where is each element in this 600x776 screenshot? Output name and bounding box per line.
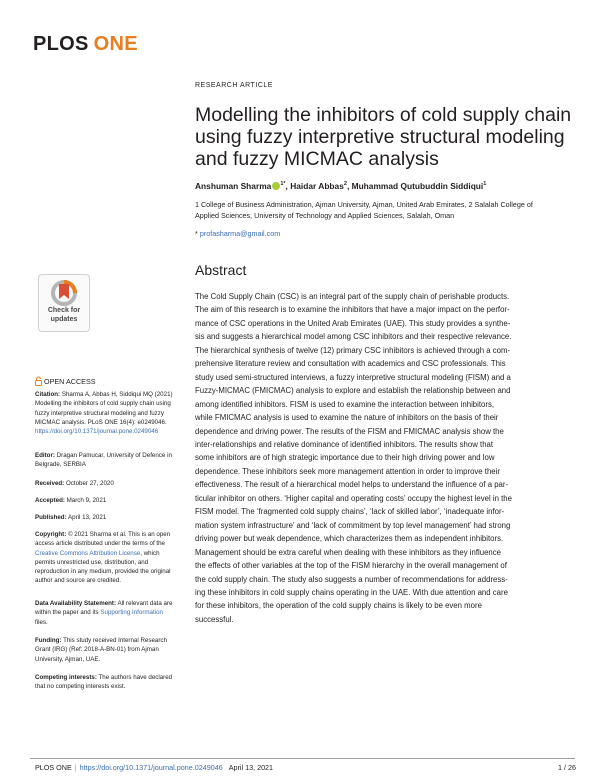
accepted-block bbox=[35, 496, 175, 505]
abstract-line: effectiveness. The result of a hierarchical model helps to understand the influence of a par- bbox=[195, 480, 509, 490]
footer-divider bbox=[30, 758, 575, 759]
abstract-line: mation system infrastructure’ and ‘lack of commitment by top level management’ had strong bbox=[195, 520, 511, 530]
license-link[interactable]: Creative Commons Attribution License bbox=[35, 549, 141, 557]
copyright-line: access article distributed under the terms of the bbox=[35, 540, 166, 548]
abstract-line: while FMICMAC analysis is used to examine the nature of inhibitors on the basis of their bbox=[195, 413, 499, 423]
title-line: using fuzzy interpretive structural modeling bbox=[195, 126, 565, 148]
corresponding-email bbox=[195, 229, 280, 238]
competing-line: that no competing interests exist. bbox=[35, 683, 126, 691]
abstract-line: The hierarchical synthesis of twelve (12) primary CSC inhibitors is achieved through a com- bbox=[195, 345, 511, 355]
open-access-text: OPEN ACCESS bbox=[44, 377, 96, 386]
abstract-line: Fuzzy-MICMAC (FMICMAC) analysis to explore and establish the relationship between and bbox=[195, 386, 511, 396]
editor-label: Editor: bbox=[35, 452, 55, 459]
accepted-label: Accepted: bbox=[35, 497, 65, 504]
citation-line: Modelling the inhibitors of cold supply chain using bbox=[35, 400, 171, 408]
title-line: and fuzzy MICMAC analysis bbox=[195, 148, 439, 170]
author-name[interactable]: Haidar Abbas bbox=[290, 181, 344, 191]
affiliations bbox=[195, 199, 580, 221]
abstract-line: ticular inhibitor on others. ‘Higher capital and operating costs’ occupy the highest level in the bbox=[195, 493, 512, 503]
footer-journal: PLOS ONE bbox=[35, 763, 72, 772]
funding-line: This study received Internal Research bbox=[63, 637, 167, 644]
copyright-line: permits unrestricted use, distribution, and bbox=[35, 558, 149, 566]
copyright-line: author and source are credited. bbox=[35, 577, 121, 585]
accepted-date: March 9, 2021 bbox=[66, 497, 107, 504]
abstract-line: inter-relationships and relative dominance of identified inhibitors. The results show that bbox=[195, 439, 494, 449]
abstract-line: ing these inhibitors in cold supply chains operating in the UAE. With due attention and care bbox=[195, 587, 508, 597]
funding-label: Funding: bbox=[35, 637, 62, 644]
article-title bbox=[195, 104, 580, 170]
badge-line: Check for bbox=[47, 307, 81, 314]
affiliation-line: 1 College of Business Administration, Ajman University, Ajman, United Arab Emirates, 2 Salalah College of bbox=[195, 200, 533, 209]
abstract-line: the cold supply chain. The study also suggests a number of recommendations for address- bbox=[195, 574, 508, 584]
open-access-label bbox=[35, 376, 96, 386]
citation-doi-link[interactable]: https://doi.org/10.1371/journal.pone.0249046 bbox=[35, 428, 159, 436]
citation-line: MICMAC analysis. PLoS ONE 16(4): e0249046. bbox=[35, 418, 167, 426]
competing-line: The authors have declared bbox=[98, 674, 173, 681]
email-marker: * bbox=[195, 229, 198, 238]
citation-block bbox=[35, 390, 175, 436]
abstract-line: successful. bbox=[195, 614, 234, 624]
footer-date: April 13, 2021 bbox=[228, 763, 274, 772]
copyright-line: reproduction in any medium, provided the original bbox=[35, 568, 171, 576]
published-block bbox=[35, 513, 175, 522]
citation-line: fuzzy interpretive structural modeling and fuzzy bbox=[35, 409, 164, 417]
abstract-line: study used semi-structured interviews, a fuzzy interpretive structural modeling (FISM) and a bbox=[195, 372, 511, 382]
abstract-body bbox=[195, 290, 580, 626]
data-availability-line: All relevant data are bbox=[117, 600, 173, 607]
abstract-line: for these inhibitors, the operation of the cold supply chains is likely to be even more bbox=[195, 601, 482, 611]
copyright-label: Copyright: bbox=[35, 531, 67, 538]
data-availability-block bbox=[35, 599, 175, 627]
citation-line: Sharma A, Abbas H, Siddiqui MQ (2021) bbox=[61, 391, 173, 398]
supporting-info-link[interactable]: Supporting Information bbox=[100, 609, 163, 617]
abstract-line: FISM model. The ‘fragmented cold supply chains’, ‘lack of skilled labor’, ‘inadequate infor- bbox=[195, 507, 505, 517]
copyright-block bbox=[35, 530, 175, 586]
abstract-line: sis and suggests a hierarchical model among CSC inhibitors and their respective relevance. bbox=[195, 332, 512, 342]
author-name[interactable]: Anshuman Sharma bbox=[195, 181, 272, 191]
received-block bbox=[35, 479, 175, 488]
author-sup: 1* bbox=[280, 181, 286, 188]
author-list: Anshuman Sharma $^{1*}$, Haidar Abbas$^2$, Muhammad Qutubuddin Siddiqui$^1$ bbox=[195, 181, 487, 191]
footer-doi-link[interactable]: https://doi.org/10.1371/journal.pone.0249046 bbox=[79, 763, 223, 772]
abstract-line: The Cold Supply Chain (CSC) is an integral part of the supply chain of perishable products. bbox=[195, 292, 510, 301]
footer-separator: | bbox=[74, 763, 77, 772]
abstract-heading: Abstract bbox=[195, 262, 247, 278]
funding-block bbox=[35, 636, 175, 664]
page-footer bbox=[35, 763, 273, 772]
editor-line: Dragan Pamucar, University of Defence in bbox=[56, 452, 172, 459]
abstract-line: mance of CSC operations in the United Arab Emirates (UAE). This study provides a synthe- bbox=[195, 318, 511, 328]
logo-plos: PLOS bbox=[33, 33, 89, 55]
data-availability-line: files. bbox=[35, 618, 48, 626]
abstract-line: the effects of other variables at the top of the FISM hierarchy in the overall management of bbox=[195, 561, 507, 571]
abstract-line: Management should be extra careful when dealing with these inhibitors as they influence bbox=[195, 547, 501, 557]
data-availability-label: Data Availability Statement: bbox=[35, 600, 117, 607]
published-date: April 13, 2021 bbox=[68, 514, 107, 521]
citation-label: Citation: bbox=[35, 391, 61, 398]
check-for-updates-badge[interactable] bbox=[38, 274, 90, 332]
author-name[interactable]: Muhammad Qutubuddin Siddiqui bbox=[351, 181, 484, 191]
affiliation-line: Applied Sciences, University of Technology and Applied Sciences, Salalah, Oman bbox=[195, 211, 455, 220]
received-label: Received: bbox=[35, 480, 65, 487]
competing-label: Competing interests: bbox=[35, 674, 97, 681]
open-lock-icon bbox=[35, 376, 42, 386]
badge-text bbox=[39, 307, 89, 324]
editor-block bbox=[35, 451, 175, 470]
logo-one: ONE bbox=[93, 33, 138, 55]
title-line: Modelling the inhibitors of cold supply chain bbox=[195, 104, 572, 126]
abstract-line: driving power but weak dependence, which characterizes them as independent inhibitors. bbox=[195, 534, 504, 544]
funding-line: Grant (IRG) (Ref: 2018-A-BN-01) from Ajman bbox=[35, 646, 159, 654]
published-label: Published: bbox=[35, 514, 67, 521]
copyright-line: , which bbox=[140, 549, 160, 557]
editor-line: Belgrade, SERBIA bbox=[35, 461, 86, 469]
abstract-line: prehensive literature review and consultation with academics and CSC professionals. This bbox=[195, 359, 506, 369]
abstract-line: The aim of this research is to examine the inhibitors that have a major impact on the perfor- bbox=[195, 305, 510, 315]
abstract-line: among identified inhibitors. FISM is used to examine the interaction between inhibitors, bbox=[195, 399, 495, 409]
page-number: 1 / 26 bbox=[558, 763, 576, 772]
update-ribbon-icon bbox=[50, 279, 78, 307]
email-link[interactable]: profasharma@gmail.com bbox=[199, 229, 281, 238]
competing-interests-block bbox=[35, 673, 175, 692]
abstract-line: dependence. These inhibitors seek more management attention in order to improve their bbox=[195, 466, 500, 476]
badge-line: updates bbox=[50, 315, 78, 323]
funding-line: University, Ajman, UAE. bbox=[35, 655, 101, 663]
received-date: October 27, 2020 bbox=[65, 480, 114, 487]
journal-logo[interactable] bbox=[33, 33, 138, 56]
author-sup: 2 bbox=[343, 181, 347, 188]
author-sup: 1 bbox=[483, 181, 487, 188]
abstract-line: dependence and driving power. The results of the FISM and FMICMAC analysis show the bbox=[195, 426, 504, 436]
data-availability-line: within the paper and its bbox=[35, 609, 99, 617]
article-type: RESEARCH ARTICLE bbox=[195, 82, 273, 89]
abstract-line: some inhibitors are of high strategic importance due to their high driving power and low bbox=[195, 453, 495, 463]
copyright-line: © 2021 Sharma et al. This is an open bbox=[68, 531, 171, 538]
